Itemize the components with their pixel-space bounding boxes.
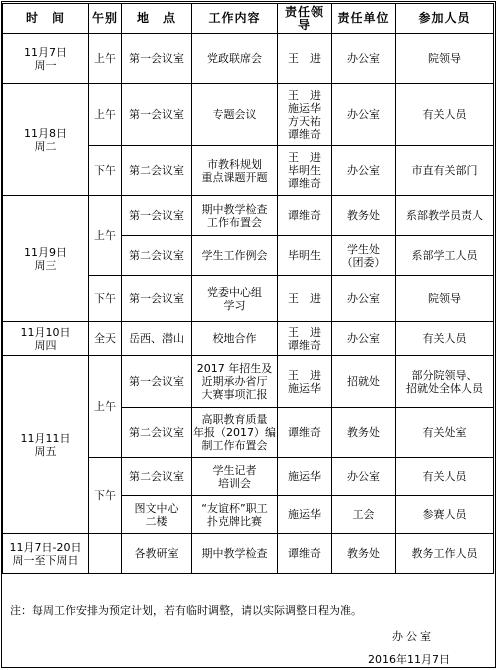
unit-cell: 教务处: [332, 196, 396, 236]
leader-cell: 施运华: [278, 458, 332, 496]
day-date: 11月10日: [20, 325, 71, 339]
leader-cell: 毕明生: [278, 236, 332, 276]
leader-cell: 施运华: [278, 496, 332, 534]
day-cell: [3, 322, 89, 356]
table-row: [3, 34, 494, 84]
content-cell: 学生工作例会: [192, 236, 278, 276]
place-cell: 第二会议室: [122, 146, 192, 196]
people-cell: 有关人员: [396, 84, 494, 146]
leader-cell: 王 进: [278, 276, 332, 322]
content-cell: 校地合作: [192, 322, 278, 356]
period-cell: 上午: [89, 84, 122, 146]
place-cell: 岳西、潜山: [122, 322, 192, 356]
unit-cell: 学生处 （团委）: [332, 236, 396, 276]
header-row: [3, 4, 494, 34]
leader-cell: 谭维奇: [278, 408, 332, 458]
header-place: 地 点: [122, 4, 192, 34]
unit-cell: 教务处: [332, 534, 396, 574]
day-weekday: 周一: [34, 58, 57, 72]
content-cell: 市教科规划 重点课题开题: [192, 146, 278, 196]
place-cell: 第一会议室: [122, 196, 192, 236]
content-cell: 2017 年招生及 近期承办省厅 大赛事项汇报: [192, 356, 278, 408]
people-cell: 系部学工人员: [396, 236, 494, 276]
table-row: [3, 356, 494, 408]
content-cell: 学生记者 培训会: [192, 458, 278, 496]
table-row: [3, 196, 494, 236]
signature-date: 2016年11月7日: [368, 653, 450, 666]
unit-cell: 教务处: [332, 408, 396, 458]
day-weekday: 周五: [34, 444, 57, 458]
leader-cell: 王 进 施运华 方天祐 谭维奇: [278, 84, 332, 146]
content-cell: 期中教学检查: [192, 534, 278, 574]
leader-cell: 王 进 谭维奇: [278, 322, 332, 356]
day-cell: [3, 356, 89, 534]
day-cell: [3, 84, 89, 196]
unit-cell: 办公室: [332, 146, 396, 196]
people-cell: 部分院领导、 招就处全体人员: [396, 356, 494, 408]
place-cell: 第二会议室: [122, 408, 192, 458]
header-period: 午别: [89, 4, 122, 34]
day-cell: [3, 34, 89, 84]
content-cell: 专题会议: [192, 84, 278, 146]
period-cell: 下午: [89, 458, 122, 534]
table-row: [3, 534, 494, 574]
place-cell: 第一会议室: [122, 356, 192, 408]
people-cell: 市直有关部门: [396, 146, 494, 196]
day-weekday: 周三: [34, 258, 57, 272]
content-cell: “友谊杯”职工 扑克牌比赛: [192, 496, 278, 534]
header-time: 时 间: [3, 4, 89, 34]
period-cell: 上午: [89, 196, 122, 276]
people-cell: 有关人员: [396, 322, 494, 356]
day-date: 11月9日: [24, 245, 67, 259]
header-content: 工作内容: [192, 4, 278, 34]
unit-cell: 工会: [332, 496, 396, 534]
period-cell: [89, 534, 122, 574]
leader-cell: 王 进 施运华: [278, 356, 332, 408]
schedule-table: [2, 3, 494, 574]
people-cell: 系部教学员责人: [396, 196, 494, 236]
day-weekday: 周二: [34, 139, 57, 153]
table-row: [3, 322, 494, 356]
signature-org: 办公室: [392, 630, 434, 643]
leader-cell: 谭维奇: [278, 196, 332, 236]
leader-cell: 王 进: [278, 34, 332, 84]
day-cell: [3, 534, 89, 574]
header-people: 参加人员: [396, 4, 494, 34]
header-unit: 责任单位: [332, 4, 396, 34]
footnote: 注：每周工作安排为预定计划，若有临时调整，请以实际调整日程为准。: [10, 604, 362, 617]
place-cell: 第二会议室: [122, 236, 192, 276]
day-date: 11月11日: [20, 431, 71, 445]
unit-cell: 办公室: [332, 84, 396, 146]
content-cell: 党政联席会: [192, 34, 278, 84]
period-cell: 下午: [89, 276, 122, 322]
day-date: 11月7日-20日: [9, 540, 82, 554]
day-weekday: 周一至下周日: [12, 553, 79, 567]
leader-cell: 王 进 毕明生 谭维奇: [278, 146, 332, 196]
people-cell: 院领导: [396, 276, 494, 322]
place-cell: 第一会议室: [122, 276, 192, 322]
table-row: [3, 84, 494, 146]
place-cell: 图文中心 二楼: [122, 496, 192, 534]
people-cell: 院领导: [396, 34, 494, 84]
content-cell: 党委中心组 学习: [192, 276, 278, 322]
unit-cell: 办公室: [332, 458, 396, 496]
unit-cell: 办公室: [332, 322, 396, 356]
people-cell: 教务工作人员: [396, 534, 494, 574]
place-cell: 第一会议室: [122, 84, 192, 146]
day-date: 11月7日: [24, 45, 67, 59]
unit-cell: 招就处: [332, 356, 396, 408]
people-cell: 参赛人员: [396, 496, 494, 534]
leader-cell: 谭维奇: [278, 534, 332, 574]
day-cell: [3, 196, 89, 322]
day-date: 11月8日: [24, 126, 67, 140]
header-leader: 责任领导: [278, 4, 332, 34]
period-cell: 下午: [89, 146, 122, 196]
day-weekday: 周四: [34, 338, 57, 352]
content-cell: 高职教育质量 年报（2017）编 制工作布置会: [192, 408, 278, 458]
place-cell: 第二会议室: [122, 458, 192, 496]
unit-cell: 办公室: [332, 276, 396, 322]
period-cell: 全天: [89, 322, 122, 356]
period-cell: 上午: [89, 356, 122, 458]
period-cell: 上午: [89, 34, 122, 84]
unit-cell: 办公室: [332, 34, 396, 84]
people-cell: 有关人员: [396, 458, 494, 496]
people-cell: 有关处室: [396, 408, 494, 458]
place-cell: 第一会议室: [122, 34, 192, 84]
place-cell: 各教研室: [122, 534, 192, 574]
content-cell: 期中教学检查 工作布置会: [192, 196, 278, 236]
